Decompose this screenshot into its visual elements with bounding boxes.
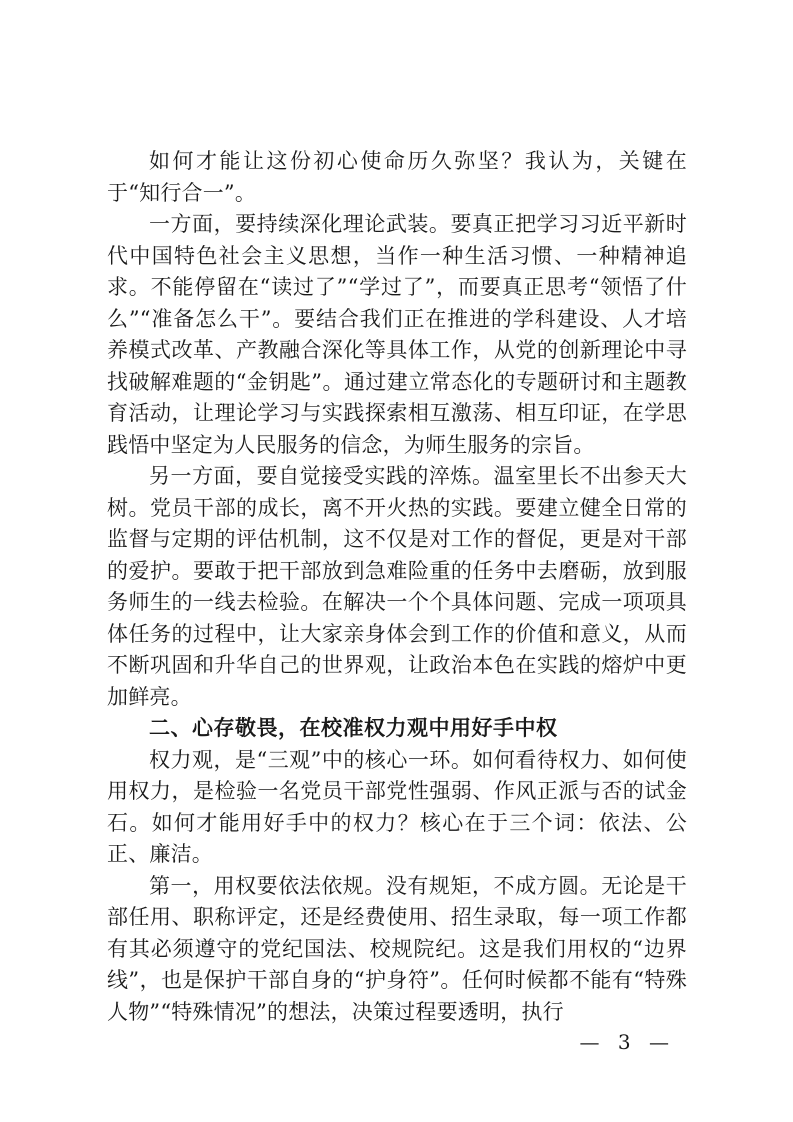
paragraph-practice: 另一方面，要自觉接受实践的淬炼。温室里长不出参天大树。党员干部的成长，离不开火热的实践。要建立健全日常的监督与定期的评估机制，这不仅是对工作的督促，更是对干部的爱护。要敢于把干部放到急难险重的任务中去磨砺，放到服务师生的一线去检验。在解决一个个具体问题、完成一项项具体任务的过程中，让大家亲身体会到工作的价值和意义，从而不断巩固和升华自己的世界观，让政治本色在实践的熔炉中更加鲜亮。 xyxy=(107,464,687,709)
page-number: — 3 — xyxy=(579,1030,675,1054)
section-heading: 二、心存敬畏，在校准权力观中用好手中权 xyxy=(149,716,558,740)
body-text xyxy=(107,146,687,1028)
paragraph-first-point: 第一，用权要依法依规。没有规矩，不成方圆。无论是干部任用、职称评定，还是经费使用、招生录取，每一项工作都有其必须遵守的党纪国法、校规院纪。这是我们用权的“边界线”，也是保护干部自身的“护身符”。任何时候都不能有“特殊人物”“特殊情况”的想法，决策过程要透明，执行 xyxy=(107,873,687,1024)
paragraph-intro: 如何才能让这份初心使命历久弥坚？我认为，关键在于“知行合一”。 xyxy=(107,149,687,205)
paragraph-theory: 一方面，要持续深化理论武装。要真正把学习习近平新时代中国特色社会主义思想，当作一种生活习惯、一种精神追求。不能停留在“读过了”“学过了”，而要真正思考“领悟了什么”“准备怎么干”。要结合我们正在推进的学科建设、人才培养模式改革、产教融合深化等具体工作，从党的创新理论中寻找破解难题的“金钥匙”。通过建立常态化的专题研讨和主题教育活动，让理论学习与实践探索相互激荡、相互印证，在学思践悟中坚定为人民服务的信念，为师生服务的宗旨。 xyxy=(107,212,687,457)
paragraph-power-view: 权力观，是“三观”中的核心一环。如何看待权力、如何使用权力，是检验一名党员干部党性强弱、作风正派与否的试金石。如何才能用好手中的权力？核心在于三个词：依法、公正、廉洁。 xyxy=(107,747,687,866)
